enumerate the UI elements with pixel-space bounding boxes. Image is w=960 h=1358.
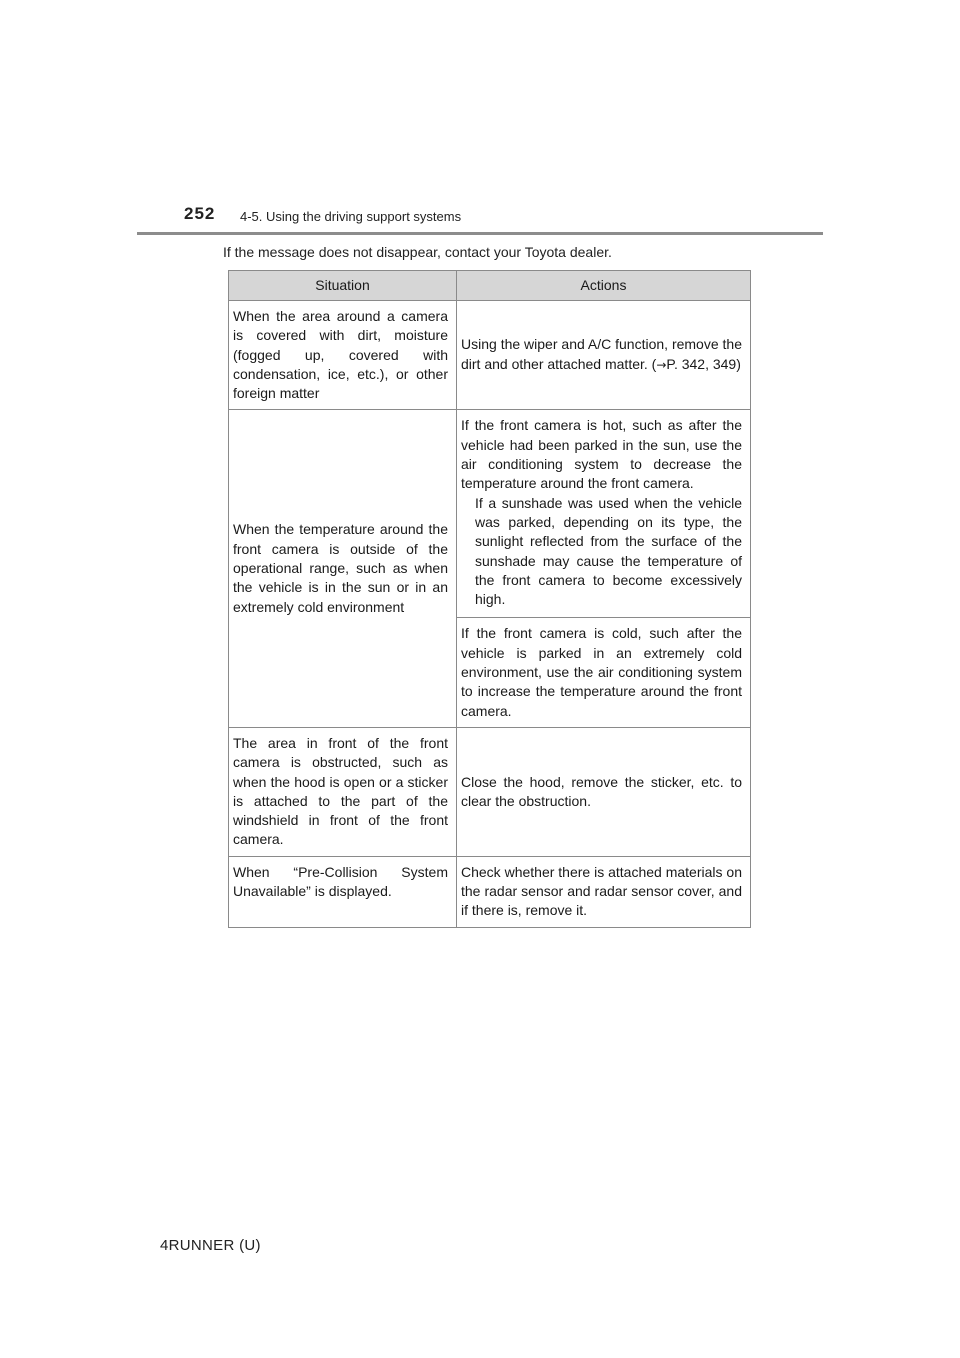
header-situation: Situation — [229, 271, 457, 301]
page-number: 252 — [184, 204, 216, 223]
action-cell: If the front camera is cold, such after the vehicle is parked in an extremely cold environment, use the air conditioning system to increase the temperature around the front camera. — [457, 618, 751, 727]
action-cell: Check whether there is attached materials on the radar sensor and radar sensor cover, and if there is, remove it. — [457, 856, 751, 927]
situation-cell: The area in front of the front camera is obstructed, such as when the hood is open or a sticker is attached to the part of the windshield in front of the front camera. — [229, 727, 457, 856]
action-text: Using the wiper and A/C function, remove the dirt and other attached matter. ( — [461, 336, 742, 372]
action-cell — [457, 301, 751, 410]
header-rule — [137, 232, 823, 235]
table-row — [229, 301, 751, 410]
table-row — [229, 410, 751, 618]
situation-actions-table — [228, 270, 751, 928]
situation-cell: When “Pre-Collision System Unavailable” is displayed. — [229, 856, 457, 927]
action-text-hot: If the front camera is hot, such as after the vehicle had been parked in the sun, use the air conditioning system to decrease the temperature around the front camera. — [461, 417, 742, 492]
table-row — [229, 856, 751, 927]
action-cell — [457, 410, 751, 618]
section-title: 4-5. Using the driving support systems — [240, 209, 462, 224]
intro-text: If the message does not disappear, contact your Toyota dealer. — [223, 244, 612, 260]
header-actions: Actions — [457, 271, 751, 301]
footer-model: 4RUNNER (U) — [160, 1237, 261, 1254]
arrow-icon: → — [656, 357, 667, 372]
table-row — [229, 727, 751, 856]
situation-cell: When the temperature around the front camera is outside of the operational range, such as when the vehicle is in the sun or in an extremely cold environment — [229, 410, 457, 727]
action-cell: Close the hood, remove the sticker, etc. to clear the obstruction. — [457, 727, 751, 856]
action-note: If a sunshade was used when the vehicle was parked, depending on its type, the sunlight reflected from the surface of the sunshade may cause the temperature of the front camera to become excessively high. — [475, 494, 742, 608]
page-reference: P. 342, 349) — [666, 355, 741, 372]
table-header-row — [229, 271, 751, 301]
situation-cell: When the area around a camera is covered with dirt, moisture (fogged up, covered with condensation, ice, etc.), or other foreign matter — [229, 301, 457, 410]
